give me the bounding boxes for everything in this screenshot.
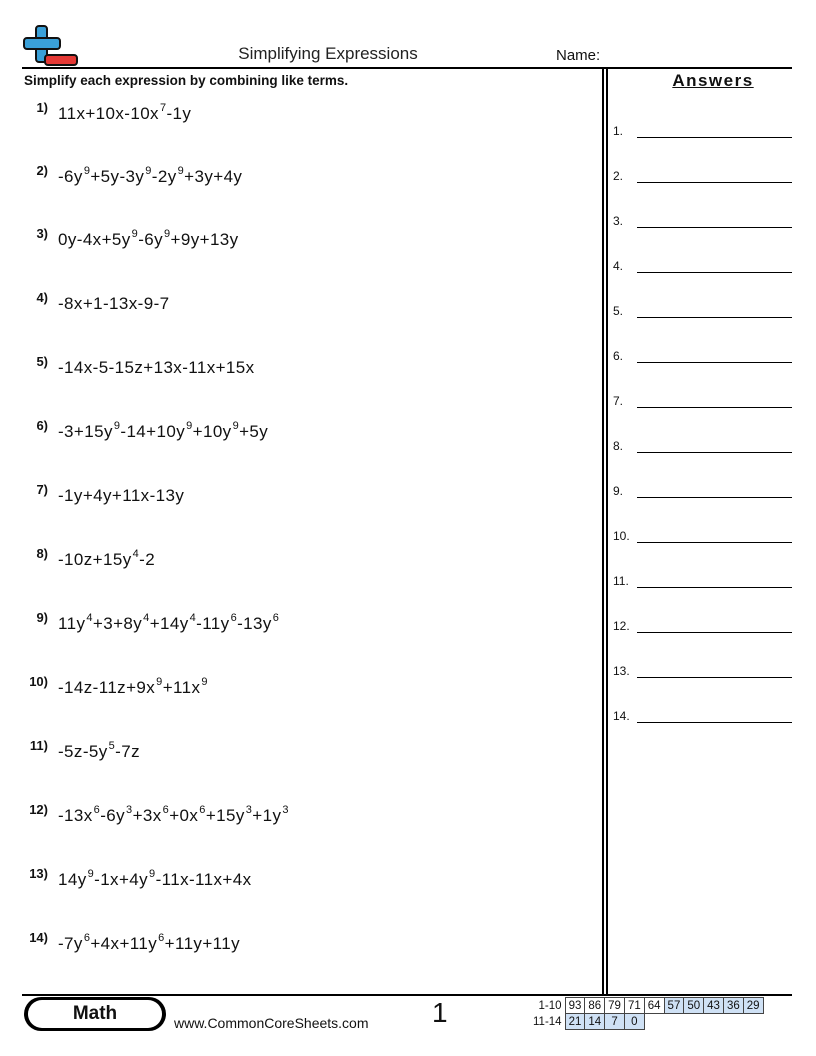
problem-expression (58, 167, 242, 187)
answer-blank[interactable] (637, 407, 792, 408)
score-cell: 21 (565, 1014, 585, 1030)
answer-row (613, 529, 793, 549)
problem-expression (58, 742, 140, 762)
score-cell-empty (644, 1014, 664, 1030)
problem-item (24, 866, 594, 896)
website-url: www.CommonCoreSheets.com (174, 1015, 369, 1031)
answer-row (613, 394, 793, 414)
expression-term: -6y (100, 806, 126, 825)
problem-item (24, 290, 594, 320)
expression-term: +3x (132, 806, 162, 825)
expression-term: -5z-5y (58, 742, 108, 761)
problem-number: 1) (36, 100, 48, 115)
score-cell: 7 (605, 1014, 625, 1030)
expression-term: -2y (151, 167, 177, 186)
answer-row (613, 619, 793, 639)
problem-expression (58, 550, 155, 570)
answer-number: 8. (613, 439, 624, 453)
problem-expression (58, 678, 208, 698)
expression-term: +3y+4y (184, 167, 243, 186)
expression-term: +5y-3y (90, 167, 145, 186)
problem-number: 12) (29, 802, 48, 817)
answer-row (613, 574, 793, 594)
exponent: 4 (143, 612, 150, 624)
expression-term: 14y (58, 870, 87, 889)
problem-item (24, 802, 594, 832)
answer-number: 10. (613, 529, 630, 543)
exponent: 9 (87, 868, 95, 880)
problem-expression (58, 422, 268, 442)
answer-row (613, 349, 793, 369)
score-cell: 64 (644, 998, 664, 1014)
expression-term: +1y (252, 806, 282, 825)
problem-item (24, 482, 594, 512)
problem-item (24, 163, 594, 193)
problem-number: 8) (36, 546, 48, 561)
score-cell: 71 (624, 998, 644, 1014)
score-row (530, 1014, 763, 1030)
problem-number: 14) (29, 930, 48, 945)
score-range-label: 1-10 (538, 999, 562, 1012)
expression-term: -6y (58, 167, 83, 186)
expression-term: +4x+11y (90, 934, 158, 953)
answer-row (613, 259, 793, 279)
expression-term: -10z+15y (58, 550, 132, 569)
column-divider-right (606, 69, 608, 994)
expression-term: 0y-4x+5y (58, 230, 131, 249)
expression-term: +5y (239, 422, 269, 441)
score-row (530, 998, 763, 1014)
expression-term: +0x (169, 806, 199, 825)
expression-term: +9y+13y (170, 230, 239, 249)
expression-term: -14+10y (120, 422, 186, 441)
exponent: 6 (158, 932, 165, 944)
exponent: 3 (126, 804, 133, 816)
answer-blank[interactable] (637, 182, 792, 183)
answer-number: 4. (613, 259, 624, 273)
exponent: 9 (232, 420, 240, 432)
exponent: 6 (93, 804, 101, 816)
header-divider (22, 67, 792, 69)
answer-number: 12. (613, 619, 630, 633)
exponent: 6 (83, 932, 91, 944)
answer-blank[interactable] (637, 587, 792, 588)
footer-divider (22, 994, 792, 996)
problem-expression (58, 104, 191, 124)
answer-number: 5. (613, 304, 624, 318)
exponent: 6 (162, 804, 170, 816)
problem-item (24, 226, 594, 256)
answer-row (613, 304, 793, 324)
answer-number: 9. (613, 484, 624, 498)
score-cell-empty (664, 1014, 684, 1030)
expression-term: +14y (149, 614, 189, 633)
answer-blank[interactable] (637, 497, 792, 498)
problem-number: 7) (36, 482, 48, 497)
answer-row (613, 709, 793, 729)
answer-number: 6. (613, 349, 624, 363)
problem-number: 5) (36, 354, 48, 369)
expression-term: -6y (138, 230, 164, 249)
problem-expression (58, 486, 184, 506)
score-cell-empty (684, 1014, 704, 1030)
exponent: 9 (149, 868, 156, 880)
problem-number: 2) (36, 163, 48, 178)
problem-expression (58, 614, 279, 634)
expression-term: -11y (196, 614, 230, 633)
exponent: 6 (199, 804, 206, 816)
answer-blank[interactable] (637, 452, 792, 453)
expression-term: 11y (58, 614, 86, 633)
expression-term: 11x+10x-10x (58, 104, 159, 123)
exponent: 4 (189, 612, 197, 624)
answer-number: 7. (613, 394, 624, 408)
answer-row (613, 214, 793, 234)
score-cell: 86 (585, 998, 605, 1014)
score-range-label: 11-14 (533, 1015, 562, 1028)
answer-number: 14. (613, 709, 630, 723)
problem-item (24, 418, 594, 448)
exponent: 9 (177, 165, 185, 177)
score-cell: 93 (565, 998, 585, 1014)
exponent: 7 (159, 102, 167, 114)
exponent: 6 (230, 612, 238, 624)
answer-blank[interactable] (637, 227, 792, 228)
problem-expression (58, 934, 240, 954)
exponent: 4 (86, 612, 93, 624)
score-cell-empty (743, 1014, 763, 1030)
answers-heading: Answers (672, 71, 754, 90)
exponent: 3 (282, 804, 289, 816)
expression-term: -1x+4y (94, 870, 149, 889)
problem-number: 6) (36, 418, 48, 433)
problem-number: 13) (29, 866, 48, 881)
score-cell-empty (723, 1014, 743, 1030)
expression-term: +3+8y (92, 614, 143, 633)
exponent: 9 (156, 676, 163, 688)
subject-badge-label: Math (28, 1000, 162, 1028)
answer-blank[interactable] (637, 722, 792, 723)
problem-expression (58, 358, 255, 378)
expression-term: -14x-5-15z+13x-11x+15x (58, 358, 255, 377)
score-cell: 79 (605, 998, 625, 1014)
expression-term: -7z (115, 742, 140, 761)
problem-expression (58, 870, 251, 890)
expression-term: -7y (58, 934, 83, 953)
exponent: 4 (132, 548, 140, 560)
answer-number: 11. (613, 574, 629, 588)
answer-blank[interactable] (637, 272, 792, 273)
score-cell: 57 (664, 998, 684, 1014)
exponent: 9 (164, 228, 171, 240)
expression-term: -13x (58, 806, 93, 825)
expression-term: -8x+1-13x-9-7 (58, 294, 170, 313)
answer-blank[interactable] (637, 362, 792, 363)
problem-number: 11) (29, 738, 48, 753)
score-cell: 36 (723, 998, 743, 1014)
name-label: Name: (556, 47, 601, 64)
answer-number: 1. (613, 124, 624, 138)
column-divider-left (602, 69, 604, 994)
exponent: 9 (83, 165, 91, 177)
score-cell: 14 (585, 1014, 605, 1030)
problem-number: 9) (36, 610, 48, 625)
page-title: Simplifying Expressions (238, 44, 418, 63)
instructions: Simplify each expression by combining like terms. (24, 73, 349, 88)
exponent: 9 (201, 676, 208, 688)
exponent: 9 (131, 228, 139, 240)
problem-item (24, 100, 594, 130)
problem-item (24, 610, 594, 640)
problem-expression (58, 230, 239, 250)
expression-term: +10y (192, 422, 232, 441)
expression-term: +11x (162, 678, 201, 697)
expression-term: -11x-11x+4x (155, 870, 252, 889)
exponent: 9 (113, 420, 121, 432)
exponent: 3 (245, 804, 253, 816)
answer-number: 13. (613, 664, 630, 678)
expression-term: -14z-11z+9x (58, 678, 156, 697)
problem-expression (58, 806, 289, 826)
problem-item (24, 674, 594, 704)
expression-term: +15y (205, 806, 245, 825)
score-cell-empty (704, 1014, 724, 1030)
page-number: 1 (432, 997, 448, 1028)
problem-number: 10) (29, 674, 48, 689)
answer-row (613, 124, 793, 144)
answer-row (613, 169, 793, 189)
exponent: 6 (272, 612, 280, 624)
problem-number: 3) (36, 226, 48, 241)
expression-term: -13y (237, 614, 272, 633)
expression-term: -2 (139, 550, 156, 569)
score-cell: 50 (684, 998, 704, 1014)
problem-expression (58, 294, 170, 314)
answer-number: 3. (613, 214, 624, 228)
score-cell: 43 (704, 998, 724, 1014)
answer-number: 2. (613, 169, 624, 183)
answer-blank[interactable] (637, 317, 792, 318)
exponent: 9 (145, 165, 152, 177)
score-cell: 0 (624, 1014, 644, 1030)
answer-row (613, 664, 793, 684)
problem-number: 4) (36, 290, 48, 305)
problem-item (24, 738, 594, 768)
score-cell: 29 (743, 998, 763, 1014)
problem-item (24, 930, 594, 960)
answer-blank[interactable] (637, 677, 792, 678)
exponent: 5 (108, 740, 116, 752)
answer-blank[interactable] (637, 137, 792, 138)
answer-row (613, 439, 793, 459)
expression-term: -1y (166, 104, 192, 123)
expression-term: -3+15y (58, 422, 113, 441)
answer-blank[interactable] (637, 632, 792, 633)
answer-blank[interactable] (637, 542, 792, 543)
problem-item (24, 546, 594, 576)
problem-item (24, 354, 594, 384)
expression-term: +11y+11y (164, 934, 241, 953)
exponent: 9 (186, 420, 193, 432)
answer-row (613, 484, 793, 504)
score-table (530, 997, 764, 1030)
expression-term: -1y+4y+11x-13y (58, 486, 185, 505)
